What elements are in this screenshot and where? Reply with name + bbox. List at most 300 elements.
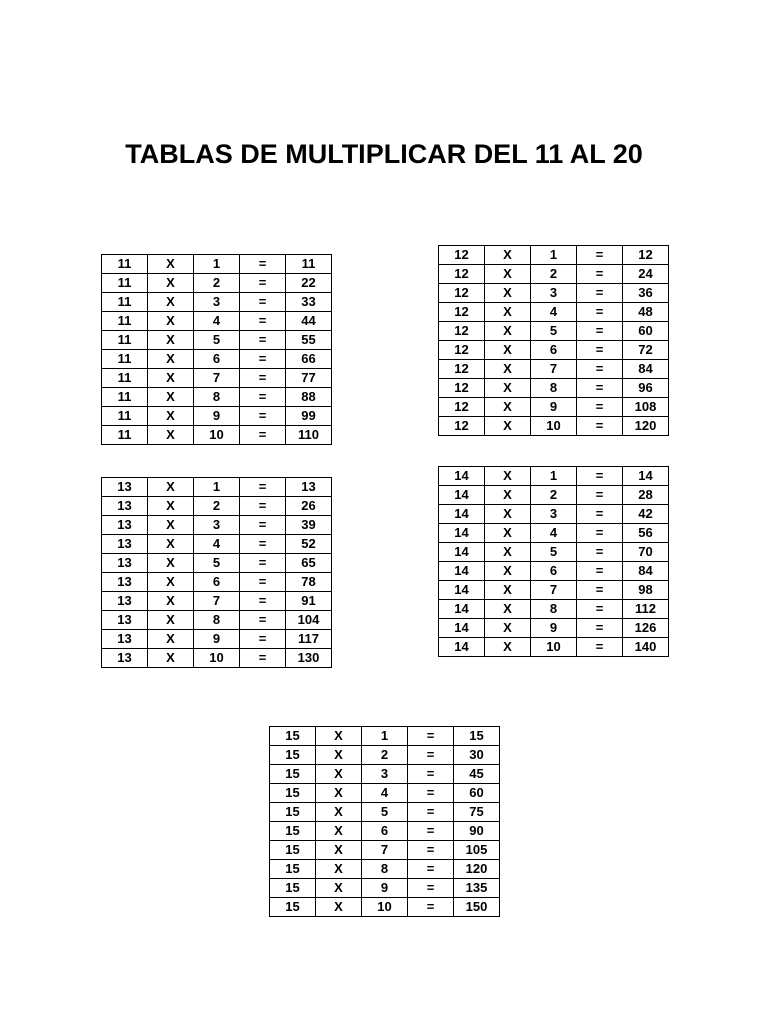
multiplier-cell: 7	[194, 592, 240, 611]
operator-cell: X	[485, 600, 531, 619]
product-cell: 104	[286, 611, 332, 630]
multiplicand-cell: 14	[439, 543, 485, 562]
equals-cell: =	[240, 478, 286, 497]
product-cell: 42	[623, 505, 669, 524]
multiplier-cell: 10	[194, 649, 240, 668]
product-cell: 120	[623, 417, 669, 436]
equals-cell: =	[408, 803, 454, 822]
multiplier-cell: 1	[362, 727, 408, 746]
equals-cell: =	[577, 638, 623, 657]
multiplicand-cell: 15	[270, 803, 316, 822]
multiplicand-cell: 14	[439, 619, 485, 638]
equals-cell: =	[577, 398, 623, 417]
operator-cell: X	[148, 350, 194, 369]
equals-cell: =	[577, 619, 623, 638]
product-cell: 75	[454, 803, 500, 822]
equals-cell: =	[240, 592, 286, 611]
table-row	[102, 255, 332, 274]
operator-cell: X	[316, 746, 362, 765]
product-cell: 36	[623, 284, 669, 303]
table-row	[439, 398, 669, 417]
equals-cell: =	[577, 322, 623, 341]
multiplier-cell: 9	[362, 879, 408, 898]
product-cell: 84	[623, 562, 669, 581]
multiplicand-cell: 11	[102, 274, 148, 293]
multiplicand-cell: 14	[439, 467, 485, 486]
operator-cell: X	[148, 274, 194, 293]
equals-cell: =	[240, 407, 286, 426]
operator-cell: X	[316, 879, 362, 898]
equals-cell: =	[577, 246, 623, 265]
operator-cell: X	[148, 426, 194, 445]
operator-cell: X	[148, 369, 194, 388]
multiplication-table-13	[101, 477, 332, 668]
operator-cell: X	[485, 341, 531, 360]
operator-cell: X	[485, 379, 531, 398]
multiplier-cell: 2	[362, 746, 408, 765]
product-cell: 45	[454, 765, 500, 784]
product-cell: 88	[286, 388, 332, 407]
operator-cell: X	[485, 467, 531, 486]
multiplicand-cell: 13	[102, 516, 148, 535]
table-row	[439, 543, 669, 562]
multiplier-cell: 9	[194, 630, 240, 649]
multiplier-cell: 2	[194, 497, 240, 516]
multiplicand-cell: 12	[439, 341, 485, 360]
multiplicand-cell: 12	[439, 322, 485, 341]
operator-cell: X	[316, 860, 362, 879]
operator-cell: X	[485, 417, 531, 436]
table-row	[270, 746, 500, 765]
multiplicand-cell: 11	[102, 331, 148, 350]
product-cell: 24	[623, 265, 669, 284]
equals-cell: =	[240, 611, 286, 630]
table-row	[439, 341, 669, 360]
multiplicand-cell: 11	[102, 255, 148, 274]
multiplier-cell: 7	[531, 360, 577, 379]
product-cell: 77	[286, 369, 332, 388]
equals-cell: =	[577, 467, 623, 486]
table-row	[102, 649, 332, 668]
equals-cell: =	[408, 841, 454, 860]
multiplicand-cell: 15	[270, 841, 316, 860]
equals-cell: =	[577, 581, 623, 600]
equals-cell: =	[240, 350, 286, 369]
operator-cell: X	[148, 293, 194, 312]
table-row	[439, 524, 669, 543]
operator-cell: X	[148, 331, 194, 350]
product-cell: 15	[454, 727, 500, 746]
table-row	[270, 765, 500, 784]
equals-cell: =	[577, 562, 623, 581]
operator-cell: X	[485, 284, 531, 303]
equals-cell: =	[240, 293, 286, 312]
table-row	[102, 630, 332, 649]
multiplier-cell: 10	[531, 417, 577, 436]
table-row	[270, 879, 500, 898]
multiplication-table-14	[438, 466, 669, 657]
multiplicand-cell: 15	[270, 784, 316, 803]
table-row	[102, 573, 332, 592]
product-cell: 72	[623, 341, 669, 360]
equals-cell: =	[577, 524, 623, 543]
equals-cell: =	[577, 486, 623, 505]
multiplier-cell: 6	[531, 562, 577, 581]
equals-cell: =	[240, 274, 286, 293]
table-row	[439, 265, 669, 284]
multiplier-cell: 7	[194, 369, 240, 388]
multiplicand-cell: 14	[439, 638, 485, 657]
multiplier-cell: 1	[531, 246, 577, 265]
table-row	[270, 898, 500, 917]
product-cell: 13	[286, 478, 332, 497]
multiplicand-cell: 11	[102, 369, 148, 388]
product-cell: 22	[286, 274, 332, 293]
multiplicand-cell: 13	[102, 478, 148, 497]
multiplier-cell: 4	[362, 784, 408, 803]
equals-cell: =	[577, 284, 623, 303]
multiplier-cell: 8	[531, 600, 577, 619]
multiplier-cell: 6	[194, 573, 240, 592]
operator-cell: X	[148, 478, 194, 497]
operator-cell: X	[485, 360, 531, 379]
multiplicand-cell: 11	[102, 312, 148, 331]
product-cell: 26	[286, 497, 332, 516]
operator-cell: X	[316, 765, 362, 784]
equals-cell: =	[577, 379, 623, 398]
operator-cell: X	[485, 581, 531, 600]
product-cell: 60	[623, 322, 669, 341]
product-cell: 60	[454, 784, 500, 803]
multiplicand-cell: 15	[270, 822, 316, 841]
equals-cell: =	[240, 516, 286, 535]
product-cell: 105	[454, 841, 500, 860]
multiplier-cell: 8	[531, 379, 577, 398]
multiplier-cell: 5	[362, 803, 408, 822]
multiplier-cell: 5	[194, 554, 240, 573]
table-row	[439, 246, 669, 265]
multiplicand-cell: 15	[270, 746, 316, 765]
multiplicand-cell: 12	[439, 265, 485, 284]
multiplicand-cell: 15	[270, 727, 316, 746]
multiplicand-cell: 13	[102, 630, 148, 649]
table-row	[102, 350, 332, 369]
multiplicand-cell: 13	[102, 535, 148, 554]
operator-cell: X	[148, 255, 194, 274]
operator-cell: X	[316, 822, 362, 841]
multiplicand-cell: 11	[102, 407, 148, 426]
table-row	[102, 478, 332, 497]
product-cell: 135	[454, 879, 500, 898]
operator-cell: X	[148, 630, 194, 649]
product-cell: 12	[623, 246, 669, 265]
multiplier-cell: 6	[531, 341, 577, 360]
equals-cell: =	[577, 505, 623, 524]
table-row	[102, 407, 332, 426]
operator-cell: X	[148, 312, 194, 331]
operator-cell: X	[485, 562, 531, 581]
table-row	[439, 486, 669, 505]
multiplier-cell: 1	[531, 467, 577, 486]
table-row	[439, 360, 669, 379]
multiplicand-cell: 15	[270, 879, 316, 898]
table-row	[439, 562, 669, 581]
product-cell: 130	[286, 649, 332, 668]
equals-cell: =	[240, 426, 286, 445]
product-cell: 140	[623, 638, 669, 657]
product-cell: 30	[454, 746, 500, 765]
product-cell: 84	[623, 360, 669, 379]
table-row	[270, 860, 500, 879]
equals-cell: =	[408, 898, 454, 917]
multiplier-cell: 2	[531, 265, 577, 284]
product-cell: 98	[623, 581, 669, 600]
operator-cell: X	[485, 524, 531, 543]
product-cell: 150	[454, 898, 500, 917]
product-cell: 65	[286, 554, 332, 573]
operator-cell: X	[485, 265, 531, 284]
operator-cell: X	[148, 592, 194, 611]
equals-cell: =	[240, 535, 286, 554]
table-row	[439, 467, 669, 486]
table-row	[102, 388, 332, 407]
product-cell: 55	[286, 331, 332, 350]
equals-cell: =	[577, 600, 623, 619]
table-row	[102, 426, 332, 445]
operator-cell: X	[148, 611, 194, 630]
product-cell: 56	[623, 524, 669, 543]
operator-cell: X	[148, 573, 194, 592]
equals-cell: =	[240, 497, 286, 516]
multiplicand-cell: 11	[102, 426, 148, 445]
operator-cell: X	[148, 516, 194, 535]
multiplicand-cell: 14	[439, 581, 485, 600]
multiplicand-cell: 11	[102, 350, 148, 369]
table-row	[102, 516, 332, 535]
operator-cell: X	[316, 784, 362, 803]
equals-cell: =	[240, 312, 286, 331]
multiplier-cell: 2	[194, 274, 240, 293]
multiplicand-cell: 12	[439, 398, 485, 417]
product-cell: 126	[623, 619, 669, 638]
multiplier-cell: 3	[531, 505, 577, 524]
operator-cell: X	[316, 841, 362, 860]
multiplicand-cell: 12	[439, 417, 485, 436]
equals-cell: =	[577, 360, 623, 379]
product-cell: 99	[286, 407, 332, 426]
multiplier-cell: 8	[194, 388, 240, 407]
multiplier-cell: 10	[362, 898, 408, 917]
multiplicand-cell: 14	[439, 600, 485, 619]
table-row	[439, 284, 669, 303]
table-row	[270, 803, 500, 822]
multiplicand-cell: 15	[270, 765, 316, 784]
table-row	[102, 293, 332, 312]
multiplier-cell: 3	[531, 284, 577, 303]
multiplicand-cell: 12	[439, 379, 485, 398]
multiplicand-cell: 13	[102, 497, 148, 516]
operator-cell: X	[148, 649, 194, 668]
equals-cell: =	[577, 417, 623, 436]
table-row	[102, 554, 332, 573]
operator-cell: X	[148, 388, 194, 407]
product-cell: 110	[286, 426, 332, 445]
table-row	[439, 638, 669, 657]
multiplicand-cell: 13	[102, 611, 148, 630]
multiplicand-cell: 12	[439, 246, 485, 265]
multiplicand-cell: 13	[102, 554, 148, 573]
product-cell: 120	[454, 860, 500, 879]
equals-cell: =	[577, 543, 623, 562]
table-row	[439, 322, 669, 341]
equals-cell: =	[240, 630, 286, 649]
equals-cell: =	[240, 255, 286, 274]
multiplier-cell: 7	[531, 581, 577, 600]
multiplier-cell: 9	[531, 398, 577, 417]
table-row	[439, 600, 669, 619]
equals-cell: =	[408, 860, 454, 879]
product-cell: 112	[623, 600, 669, 619]
operator-cell: X	[148, 497, 194, 516]
multiplier-cell: 10	[531, 638, 577, 657]
equals-cell: =	[408, 784, 454, 803]
product-cell: 39	[286, 516, 332, 535]
multiplicand-cell: 12	[439, 360, 485, 379]
table-row	[439, 619, 669, 638]
product-cell: 66	[286, 350, 332, 369]
operator-cell: X	[485, 619, 531, 638]
equals-cell: =	[408, 765, 454, 784]
table-row	[439, 303, 669, 322]
multiplier-cell: 6	[362, 822, 408, 841]
equals-cell: =	[577, 303, 623, 322]
multiplier-cell: 8	[194, 611, 240, 630]
operator-cell: X	[485, 543, 531, 562]
multiplier-cell: 6	[194, 350, 240, 369]
equals-cell: =	[408, 727, 454, 746]
multiplicand-cell: 12	[439, 284, 485, 303]
product-cell: 11	[286, 255, 332, 274]
multiplier-cell: 9	[194, 407, 240, 426]
multiplicand-cell: 13	[102, 592, 148, 611]
multiplicand-cell: 15	[270, 860, 316, 879]
product-cell: 91	[286, 592, 332, 611]
operator-cell: X	[485, 486, 531, 505]
multiplicand-cell: 13	[102, 649, 148, 668]
multiplier-cell: 1	[194, 255, 240, 274]
product-cell: 108	[623, 398, 669, 417]
table-row	[102, 611, 332, 630]
equals-cell: =	[577, 265, 623, 284]
multiplier-cell: 3	[362, 765, 408, 784]
multiplier-cell: 2	[531, 486, 577, 505]
equals-cell: =	[408, 822, 454, 841]
product-cell: 48	[623, 303, 669, 322]
multiplicand-cell: 11	[102, 388, 148, 407]
table-row	[102, 331, 332, 350]
table-row	[270, 841, 500, 860]
operator-cell: X	[148, 535, 194, 554]
multiplication-table-15	[269, 726, 500, 917]
multiplier-cell: 4	[531, 303, 577, 322]
multiplier-cell: 3	[194, 293, 240, 312]
table-row	[439, 505, 669, 524]
equals-cell: =	[577, 341, 623, 360]
operator-cell: X	[485, 322, 531, 341]
multiplier-cell: 4	[194, 535, 240, 554]
table-row	[439, 417, 669, 436]
multiplicand-cell: 11	[102, 293, 148, 312]
table-row	[102, 497, 332, 516]
multiplier-cell: 10	[194, 426, 240, 445]
product-cell: 52	[286, 535, 332, 554]
multiplier-cell: 4	[531, 524, 577, 543]
equals-cell: =	[240, 388, 286, 407]
product-cell: 78	[286, 573, 332, 592]
table-row	[270, 784, 500, 803]
product-cell: 117	[286, 630, 332, 649]
product-cell: 14	[623, 467, 669, 486]
table-row	[102, 535, 332, 554]
multiplier-cell: 9	[531, 619, 577, 638]
product-cell: 28	[623, 486, 669, 505]
operator-cell: X	[485, 398, 531, 417]
multiplication-table-12	[438, 245, 669, 436]
operator-cell: X	[148, 554, 194, 573]
product-cell: 90	[454, 822, 500, 841]
product-cell: 44	[286, 312, 332, 331]
multiplier-cell: 5	[531, 543, 577, 562]
multiplier-cell: 5	[531, 322, 577, 341]
table-row	[270, 822, 500, 841]
table-row	[439, 379, 669, 398]
product-cell: 96	[623, 379, 669, 398]
operator-cell: X	[316, 727, 362, 746]
operator-cell: X	[485, 638, 531, 657]
multiplier-cell: 4	[194, 312, 240, 331]
equals-cell: =	[240, 554, 286, 573]
operator-cell: X	[316, 803, 362, 822]
equals-cell: =	[240, 369, 286, 388]
multiplier-cell: 3	[194, 516, 240, 535]
equals-cell: =	[240, 649, 286, 668]
multiplicand-cell: 14	[439, 562, 485, 581]
multiplicand-cell: 14	[439, 505, 485, 524]
multiplier-cell: 8	[362, 860, 408, 879]
operator-cell: X	[316, 898, 362, 917]
table-row	[102, 312, 332, 331]
table-row	[102, 592, 332, 611]
multiplicand-cell: 15	[270, 898, 316, 917]
operator-cell: X	[485, 303, 531, 322]
operator-cell: X	[485, 246, 531, 265]
multiplier-cell: 5	[194, 331, 240, 350]
multiplication-table-11	[101, 254, 332, 445]
table-row	[439, 581, 669, 600]
product-cell: 70	[623, 543, 669, 562]
multiplicand-cell: 14	[439, 524, 485, 543]
equals-cell: =	[408, 746, 454, 765]
product-cell: 33	[286, 293, 332, 312]
operator-cell: X	[148, 407, 194, 426]
table-row	[270, 727, 500, 746]
multiplicand-cell: 13	[102, 573, 148, 592]
equals-cell: =	[408, 879, 454, 898]
multiplier-cell: 7	[362, 841, 408, 860]
equals-cell: =	[240, 573, 286, 592]
table-row	[102, 369, 332, 388]
multiplier-cell: 1	[194, 478, 240, 497]
